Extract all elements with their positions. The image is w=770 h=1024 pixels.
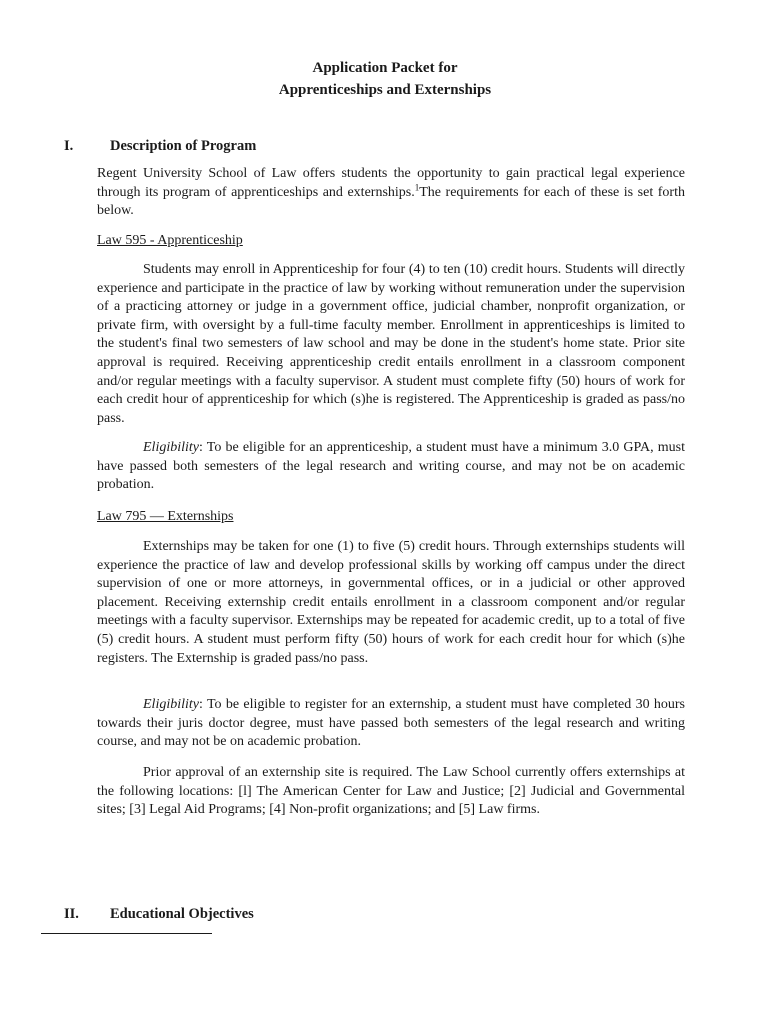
eligibility-label: Eligibility (143, 440, 199, 455)
externship-sites-paragraph: Prior approval of an externship site is required. The Law School currently offers externships at the following locations: [l] The American Center for Law and Justice; [2] Judicial and Governmental sites; [3] Legal Aid Programs; [4] Non-profit organizations; and [5] Law firms. (97, 765, 685, 818)
section-title: Description of Program (110, 138, 257, 154)
apprenticeship-description: Students may enroll in Apprenticeship for four (4) to ten (10) credit hours. Students will directly experience and participate in the practice of law by working without remuneration under the supervision of a practicing attorney or judge in a government office, judicial chamber, nonprofit organization, or private firm, with oversight by a full-time faculty member. Enrollment in apprenticeships is limited to the student's final two semesters of law school and may be done in the student's home state. Prior site approval is required. Receiving apprenticeship credit entails enrollment in a classroom component and/or regular meetings with a faculty supervisor. A student must complete fifty (50) hours of work for each credit hour of apprenticeship for which (s)he is registered. The Apprenticeship is graded as pass/no pass. (97, 262, 685, 426)
document-title-line1: Application Packet for (312, 60, 458, 76)
program-intro-paragraph (97, 165, 685, 221)
externship-eligibility (97, 696, 685, 752)
footnote-separator (41, 933, 212, 934)
section-heading-objectives (64, 906, 254, 923)
externship-heading: Law 795 — Externships (97, 509, 234, 524)
section-number: II. (64, 906, 79, 922)
intro-text: Regent University School of Law offers students the opportunity to gain practical legal experience through its program of apprenticeships and externships. (97, 166, 685, 200)
eligibility-text: : To be eligible for an apprenticeship, a student must have a minimum 3.0 GPA, must have passed both semesters of the legal research and writing course, and may not be on academic probation. (97, 440, 685, 493)
eligibility-label: Eligibility (143, 697, 199, 712)
apprenticeship-heading: Law 595 - Apprenticeship (97, 233, 243, 248)
section-number: I. (64, 138, 74, 154)
intro-text-continued: The requirements for each of these is set forth below. (97, 184, 685, 219)
section-heading-description (64, 138, 256, 155)
footnote-marker: 1 (414, 181, 420, 192)
eligibility-text: : To be eligible to register for an externship, a student must have completed 30 hours towards their juris doctor degree, must have passed both semesters of the legal research and writing course, and may not be on academic probation. (97, 697, 685, 750)
externship-description: Externships may be taken for one (1) to five (5) credit hours. Through externships students will experience the practice of law and develop professional skills by working off campus under the direct supervision of one or more attorneys, in governmental offices, or in a judicial or other approved placement. Receiving externship credit entails enrollment in a classroom component and/or regular meetings with a faculty supervisor. Externships may be repeated for academic credit, up to a total of five (5) credit hours. A student must perform fifty (50) hours of work for each credit hour for which (s)he registers. The Externship is graded pass/no pass. (97, 539, 685, 666)
apprenticeship-eligibility (97, 439, 685, 495)
section-title: Educational Objectives (110, 906, 254, 922)
document-title-line2: Apprenticeships and Externships (278, 82, 492, 98)
